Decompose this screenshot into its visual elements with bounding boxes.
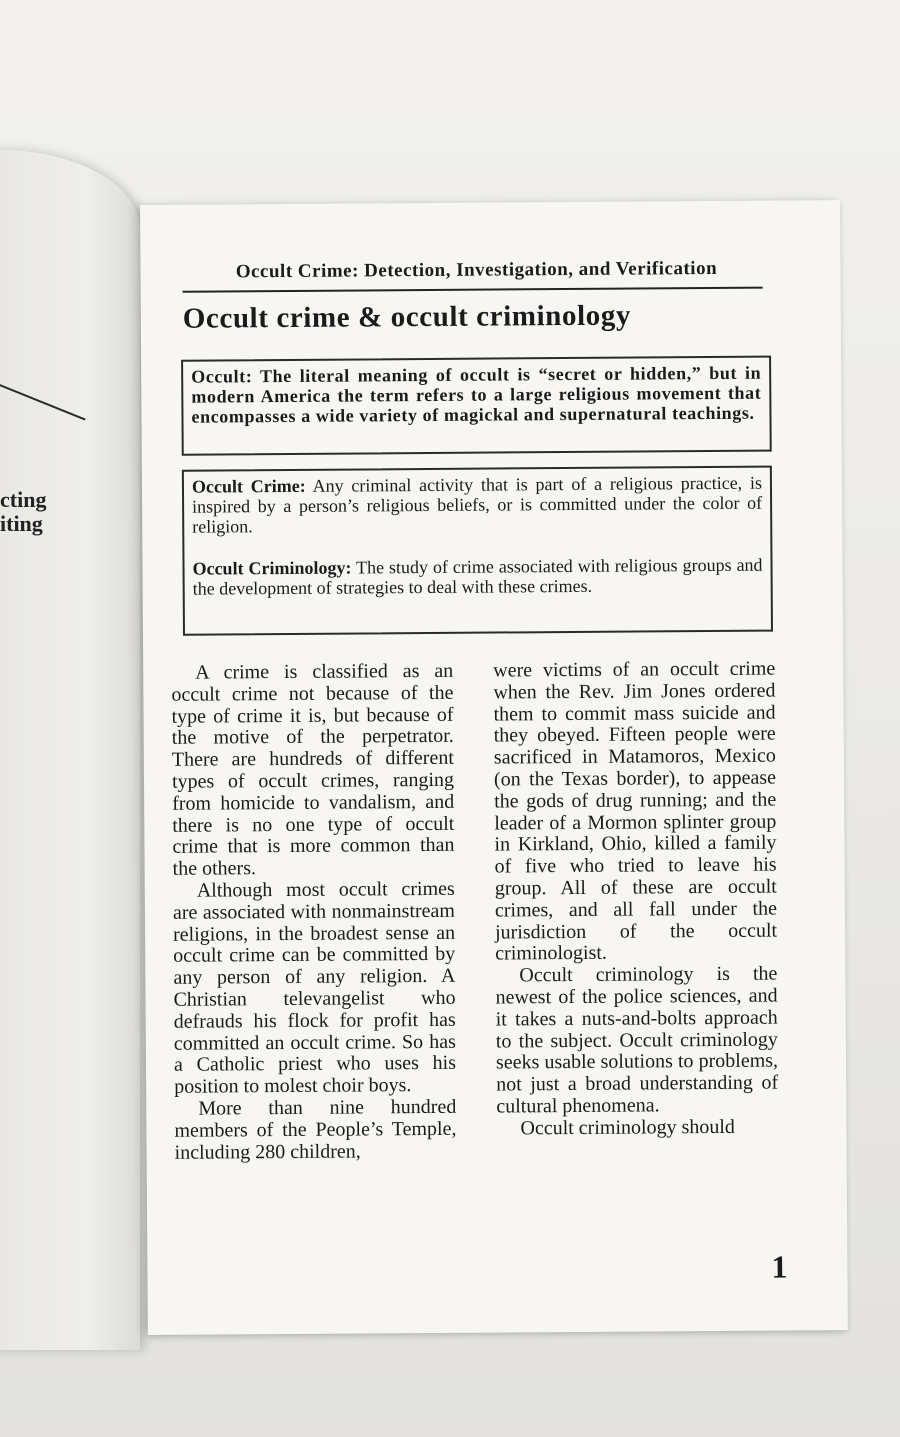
- body-column-right: [493, 659, 778, 1140]
- page-number: 1: [771, 1248, 788, 1285]
- definition-text: Any criminal activity that is part of a religious practice, is inspired by a person’s religious beliefs, or is committed under the color of religion.: [192, 472, 763, 537]
- running-head: Occult Crime: Detection, Investigation, and Verification: [235, 257, 718, 283]
- definition-term: Occult Crime:: [191, 475, 306, 497]
- definition-text: The study of crime associated with religious groups and the development of strategies to deal with these crimes.: [192, 554, 763, 599]
- body-paragraph: Occult criminology is the newest of the police sciences, and it takes a nuts-and-bolts approach to the subject. Occult criminology seeks usable solutions to problems, not just a broad understanding of cultural phenomena.: [495, 962, 779, 1118]
- definition-text: The literal meaning of occult is “secret or hidden,” but in modern America the term refers to a large religious movement that encompasses a wide variety of magickal and supernatural teachings.: [191, 362, 762, 427]
- previous-page-rule: [0, 368, 86, 420]
- definition-term: Occult Criminology:: [192, 557, 352, 579]
- body-paragraph: More than nine hundred members of the People’s Temple, including 280 children,: [174, 1095, 457, 1164]
- definition-item: [192, 473, 762, 537]
- previous-page-fragment: iting: [0, 511, 43, 536]
- definition-box-occult: [181, 356, 772, 456]
- definition-box-crime: [182, 466, 773, 636]
- definition-term: Occult:: [191, 366, 253, 387]
- book-page: [140, 200, 848, 1335]
- section-title: Occult crime & occult criminology: [182, 299, 632, 335]
- running-head-rule: [183, 287, 763, 293]
- body-paragraph: were victims of an occult crime when the Rev. Jim Jones ordered them to commit mass suicide and they obeyed. Fifteen people were sacrificed in Matamoros, Mexico (on the Texas border), to appease the gods of drug running; and the leader of a Mormon splinter group in Kirkland, Ohio, killed a family of five who tried to leave his group. All of these are occult crimes, and all fall under the jurisdiction of the occult criminologist.: [493, 657, 778, 965]
- definition-item: [192, 555, 762, 599]
- body-paragraph: A crime is classified as an occult crime not because of the type of crime it is, but because of the motive of the perpetrator. There are hundreds of different types of occult crimes, ranging from homicide to vandalism, and there is no one type of occult crime that is more common than the others.: [171, 659, 455, 880]
- body-paragraph: Occult criminology should: [520, 1115, 735, 1140]
- previous-page-fragment: cting: [0, 487, 47, 512]
- body-column-left: [171, 661, 456, 1164]
- previous-page: [0, 150, 140, 1350]
- body-paragraph: Although most occult crimes are associated with nonmainstream religions, in the broadest sense an occult crime can be committed by any person of any religion. A Christian televangelist who defrauds his flock for profit has committed an occult crime. So has a Catholic priest who uses his position to molest choir boys.: [172, 877, 457, 1098]
